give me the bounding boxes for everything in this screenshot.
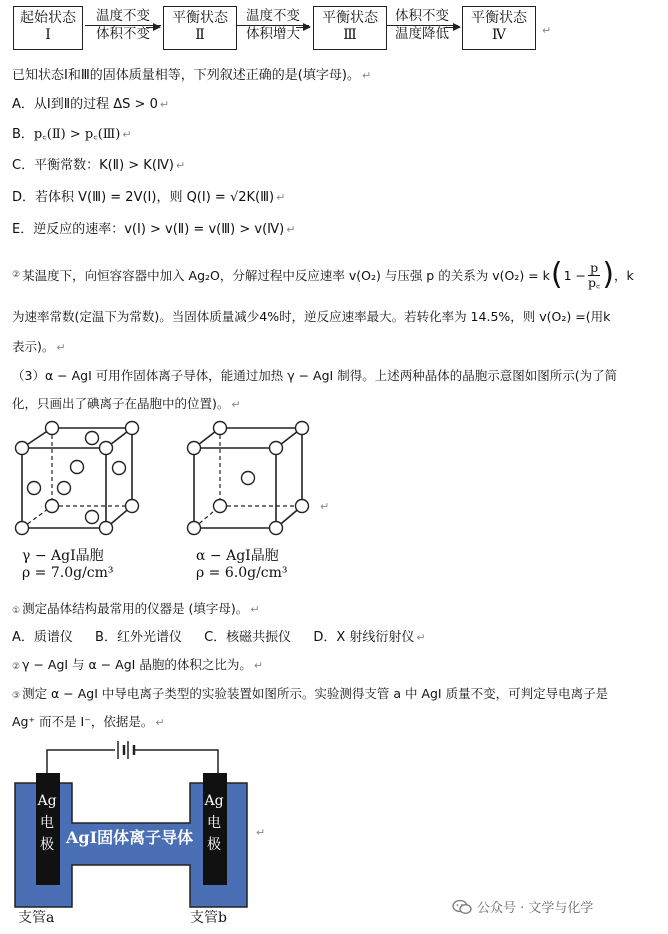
electrode-char: 极 [40, 837, 54, 853]
paragraph-mark-icon: ↵ [250, 603, 260, 616]
pressure-fraction [588, 261, 600, 290]
paragraph-mark-icon: ↵ [416, 631, 426, 644]
option-e [12, 218, 295, 237]
state-box-4 [462, 6, 536, 50]
paragraph-mark-icon: ↵ [286, 223, 296, 236]
condition-bottom: 体积增大 [246, 26, 300, 42]
state-box-1 [13, 6, 83, 50]
part3-line1: （3）α − AgI 可用作固体离子导体，能通过加热 γ − AgI 制得。上述两种晶体的晶胞示意图如图所示(为了简 [12, 368, 618, 383]
option-d [12, 186, 285, 205]
sub1-question [12, 599, 260, 617]
condition-2 [237, 8, 309, 43]
option-a [12, 93, 169, 112]
arrow-right-icon [296, 27, 310, 28]
alpha-cell-caption [196, 548, 288, 582]
state-name: 平衡状态 [322, 10, 378, 26]
option-label: B． [12, 127, 34, 142]
state-roman: Ⅰ [45, 27, 51, 43]
choice-a: A．质谱仪 [12, 630, 73, 645]
paragraph-mark-icon: ↵ [256, 826, 266, 839]
state-roman: Ⅲ [343, 27, 357, 43]
sub1-text: 测定晶体结构最常用的仪器是 (填字母)。 [22, 601, 249, 616]
q2-line1 [12, 257, 634, 292]
state-name: 起始状态 [20, 10, 76, 26]
sub2-text: γ − AgI 与 α − AgI 晶胞的体积之比为。 [22, 657, 252, 672]
sub3-text-2: Ag⁺ 而不是 I⁻，依据是。 [12, 714, 154, 729]
q2-text-c: 表示)。 [12, 339, 55, 354]
paragraph-mark-icon: ↵ [542, 24, 552, 37]
paragraph-mark-icon: ↵ [175, 159, 186, 172]
condition-3 [386, 8, 458, 43]
option-label: E． [12, 222, 34, 237]
cell-name: α − AgI晶胞 [196, 548, 279, 564]
choice-c: C．核磁共振仪 [204, 630, 292, 645]
question-intro [12, 64, 371, 83]
fraction-denominator: p꜀ [587, 274, 601, 290]
choice-d: D．X 射线衍射仪 [313, 630, 415, 645]
conductor-label: AgI固体离子导体 [66, 828, 194, 847]
paragraph-mark-icon: ↵ [56, 341, 66, 354]
gamma-agi-unit-cell [12, 418, 142, 540]
electrode-char: 极 [207, 837, 221, 853]
paragraph-mark-icon: ↵ [361, 69, 372, 82]
condition-bottom: 体积不变 [96, 26, 150, 42]
option-label: C． [12, 158, 35, 173]
tube-a-label: 支管a [18, 910, 55, 926]
option-label: D． [12, 190, 36, 205]
sub2-question [12, 655, 263, 673]
sub3-line2 [12, 712, 165, 730]
option-b [12, 123, 132, 142]
paragraph-mark-icon: ↵ [253, 659, 264, 672]
part3-line2 [12, 394, 241, 412]
q2-line3 [12, 337, 66, 355]
electrode-char: 电 [40, 815, 54, 831]
q2-line2: 为速率常数(定温下为常数)。当固体质量减少4%时，逆反应速率最大。若转化率为 14.5%，则 v(O₂) =(用k [12, 309, 611, 324]
condition-top: 体积不变 [395, 8, 449, 24]
watermark-text: 公众号 · 文学与化学 [477, 901, 594, 916]
wechat-watermark [452, 897, 593, 916]
paragraph-mark-icon: ↵ [231, 398, 241, 411]
option-text: p꜀(Ⅱ) > p꜀(Ⅲ) [33, 127, 121, 142]
option-c [12, 154, 185, 173]
fraction-numerator: p [590, 259, 599, 275]
condition-bottom: 温度降低 [395, 26, 449, 42]
state-name: 平衡状态 [471, 10, 527, 26]
sub1-choices [12, 626, 426, 645]
item-number: ③ [12, 691, 21, 701]
left-electrode-label [34, 790, 60, 856]
q2-text-b: ，k [614, 268, 634, 283]
one-minus: 1 − [563, 267, 586, 283]
item-number: ② [12, 662, 21, 672]
condition-top: 温度不变 [246, 8, 300, 24]
arrow-right-icon [146, 27, 160, 28]
item-number: ① [12, 606, 21, 616]
state-box-2 [163, 6, 237, 50]
option-text: 逆反应的速率：v(Ⅰ) > v(Ⅱ) = v(Ⅲ) > v(Ⅳ) [33, 222, 285, 237]
state-roman: Ⅳ [492, 27, 506, 43]
electrode-symbol: Ag [204, 793, 224, 809]
big-paren-open: ( [550, 257, 563, 292]
option-text: 若体积 V(Ⅲ) = 2V(Ⅰ)，则 Q(Ⅰ) = √2K(Ⅲ) [35, 190, 275, 205]
electrode-char: 电 [207, 815, 221, 831]
condition-top: 温度不变 [96, 8, 150, 24]
cell-density: ρ = 6.0g/cm³ [196, 565, 288, 581]
gamma-cell-caption [22, 548, 114, 582]
paragraph-mark-icon: ↵ [155, 716, 165, 729]
paragraph-mark-icon: ↵ [320, 500, 330, 513]
alpha-agi-unit-cell [184, 418, 314, 540]
q2-text-a: 某温度下，向恒容容器中加入 Ag₂O，分解过程中反应速率 v(O₂) 与压强 p 的关系为 v(O₂) = k [22, 268, 550, 283]
item-number: ② [12, 270, 21, 280]
tube-b-label: 支管b [190, 910, 227, 926]
state-roman: Ⅱ [195, 27, 205, 43]
sub3-text: 测定 α − AgI 中导电离子类型的实验装置如图所示。实验测得支管 a 中 AgI 质量不变，可判定导电离子是 [22, 686, 609, 701]
part3-text: 化，只画出了碘离子在晶胞中的位置)。 [12, 396, 230, 411]
option-label: A． [12, 97, 34, 112]
paragraph-mark-icon: ↵ [122, 128, 132, 141]
condition-1 [85, 8, 161, 43]
electrode-symbol: Ag [37, 793, 57, 809]
question-intro-text: 已知状态Ⅰ和Ⅲ的固体质量相等，下列叙述正确的是(填字母)。 [12, 68, 360, 83]
arrow-right-icon [446, 27, 460, 28]
paragraph-mark-icon: ↵ [276, 191, 286, 204]
state-name: 平衡状态 [172, 10, 228, 26]
sub3-line1 [12, 684, 608, 702]
state-box-3 [313, 6, 387, 50]
big-paren-close: ) [602, 257, 615, 292]
cell-density: ρ = 7.0g/cm³ [22, 565, 114, 581]
wechat-icon [452, 899, 472, 915]
right-electrode-label [201, 790, 227, 856]
option-text: 平衡常数：K(Ⅱ) > K(Ⅳ) [34, 158, 174, 173]
choice-b: B．红外光谱仪 [95, 630, 182, 645]
paragraph-mark-icon: ↵ [159, 98, 170, 111]
option-text: 从Ⅰ到Ⅱ的过程 ΔS > 0 [33, 97, 158, 112]
cell-name: γ − AgI晶胞 [22, 548, 104, 564]
